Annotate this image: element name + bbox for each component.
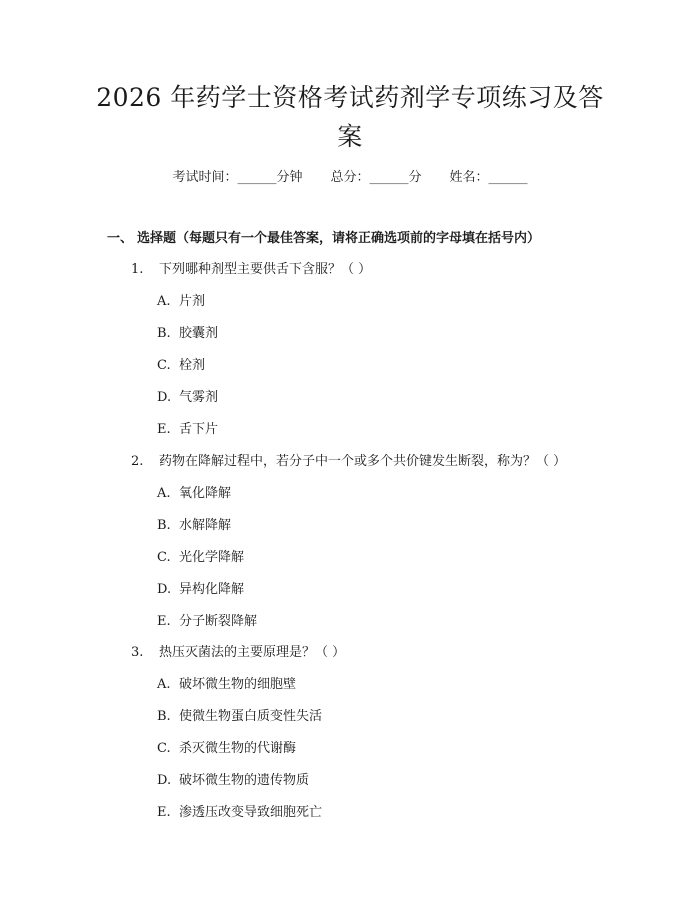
- exam-info-line: [0, 168, 700, 188]
- option-2-a: [157, 484, 231, 504]
- question-2: [131, 452, 566, 472]
- option-letter: A.: [157, 294, 171, 309]
- score-unit: 分: [408, 170, 422, 185]
- option-text: 胶囊剂: [179, 326, 219, 341]
- option-letter: A.: [157, 677, 171, 692]
- section-number: 一、: [107, 231, 134, 246]
- question-number: 1.: [131, 262, 144, 277]
- option-letter: C.: [157, 741, 171, 756]
- option-2-b: [157, 516, 231, 536]
- page-title: [90, 78, 610, 156]
- question-number: 2.: [131, 454, 144, 469]
- section-title: 选择题（每题只有一个最佳答案，请将正确选项前的字母填在括号内）: [137, 231, 541, 246]
- option-1-b: [157, 324, 218, 344]
- question-text: 热压灭菌法的主要原理是？（ ）: [159, 645, 346, 660]
- option-letter: A.: [157, 486, 171, 501]
- option-2-c: [157, 548, 244, 568]
- option-1-d: [157, 388, 218, 408]
- question-text: 药物在降解过程中，若分子中一个或多个共价键发生断裂，称为？（ ）: [159, 454, 567, 469]
- option-letter: B.: [157, 326, 171, 341]
- option-text: 渗透压改变导致细胞死亡: [179, 805, 323, 820]
- option-text: 破坏微生物的细胞壁: [179, 677, 297, 692]
- option-text: 氧化降解: [179, 486, 232, 501]
- question-text: 下列哪种剂型主要供舌下含服？（ ）: [159, 262, 372, 277]
- option-letter: B.: [157, 709, 171, 724]
- section-heading: [107, 229, 540, 249]
- option-text: 使微生物蛋白质变性失活: [179, 709, 323, 724]
- option-letter: D.: [157, 773, 172, 788]
- option-3-b: [157, 707, 322, 727]
- time-unit: 分钟: [276, 170, 303, 185]
- name-label: 姓名：: [449, 170, 489, 185]
- option-letter: C.: [157, 550, 171, 565]
- option-letter: C.: [157, 358, 171, 373]
- option-text: 破坏微生物的遗传物质: [179, 773, 310, 788]
- title-line-1: 2026 年药学士资格考试药剂学专项练习及答: [96, 83, 604, 112]
- option-2-e: [157, 612, 257, 632]
- question-3: [131, 643, 345, 663]
- option-text: 异构化降解: [179, 582, 245, 597]
- option-1-e: [157, 420, 218, 440]
- time-blank: ______: [237, 170, 277, 185]
- option-letter: D.: [157, 582, 172, 597]
- option-text: 舌下片: [179, 422, 219, 437]
- option-1-a: [157, 292, 205, 312]
- option-3-d: [157, 771, 309, 791]
- score-label: 总分：: [330, 170, 370, 185]
- time-label: 考试时间：: [172, 170, 238, 185]
- question-1: [131, 260, 371, 280]
- option-text: 气雾剂: [179, 390, 219, 405]
- option-text: 光化学降解: [179, 550, 245, 565]
- option-letter: E.: [157, 422, 171, 437]
- option-3-a: [157, 675, 296, 695]
- option-text: 水解降解: [179, 518, 232, 533]
- option-2-d: [157, 580, 244, 600]
- option-text: 分子断裂降解: [179, 614, 258, 629]
- question-number: 3.: [131, 645, 144, 660]
- option-1-c: [157, 356, 205, 376]
- title-line-2: 案: [337, 122, 363, 151]
- option-3-e: [157, 803, 322, 823]
- option-letter: D.: [157, 390, 172, 405]
- option-letter: B.: [157, 518, 171, 533]
- option-text: 栓剂: [179, 358, 206, 373]
- option-letter: E.: [157, 805, 171, 820]
- option-text: 杀灭微生物的代谢酶: [179, 741, 297, 756]
- option-3-c: [157, 739, 296, 759]
- option-text: 片剂: [179, 294, 206, 309]
- score-blank: ______: [369, 170, 409, 185]
- name-blank: ______: [488, 170, 528, 185]
- option-letter: E.: [157, 614, 171, 629]
